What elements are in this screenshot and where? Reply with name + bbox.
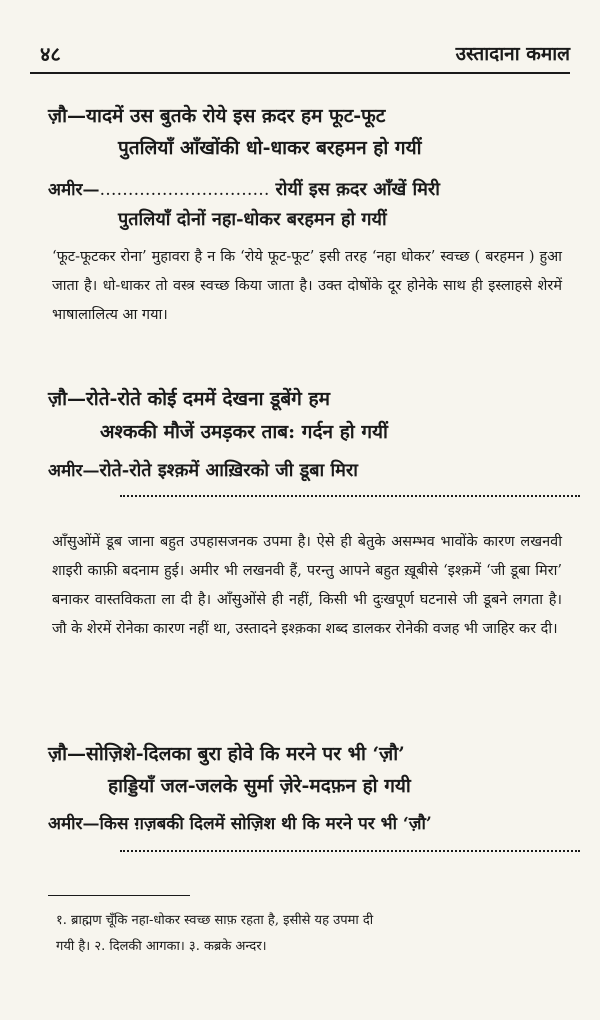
amir-verse-1-line-2: पुतलियाँ दोनों नहा-धोकर बरहमन हो गयीं	[118, 209, 387, 230]
zauq-verse-1-line-1	[48, 102, 385, 128]
page-number: ४८	[40, 42, 61, 66]
zauq-verse-2-line-2: अश्ककी मौजें उमड़कर ताब: गर्दन हो गयीं	[100, 421, 388, 443]
dotted-separator	[120, 495, 580, 497]
poet-label: ज़ौ—	[48, 743, 87, 765]
dotted-separator	[120, 850, 580, 852]
poet-label: अमीर—	[48, 461, 100, 481]
verse-text: सोज़िशे-दिलका बुरा होवे कि मरने पर भी ‘ज़ौ’	[86, 743, 405, 765]
paragraph-text: ‘फूट-फूटकर रोना’ मुहावरा है न कि ‘रोये फूट-फूट’ इसी तरह ‘नहा धोकर’ स्वच्छ ( बरहमन ) हुआ जाता है। धो-धाकर तो वस्त्र स्वच्छ किया जाता है। उक्त दोषोंके दूर होनेके साथ ही इस्लाहसे शेरमें भाषालालित्य आ गया।	[52, 249, 562, 323]
page-header	[40, 40, 570, 70]
ellipsis-dots: …………………………	[99, 180, 270, 200]
zauq-verse-2-line-1	[48, 385, 330, 411]
footnotes	[56, 908, 576, 960]
commentary-paragraph-1	[52, 243, 562, 363]
poet-label: ज़ौ—	[48, 105, 87, 127]
verse-text: यादमें उस बुतके रोये इस क़दर हम फूट-फूट	[86, 105, 386, 127]
amir-verse-1-line-1	[48, 177, 440, 201]
commentary-paragraph-2	[52, 528, 562, 728]
footnote-line-1: १. ब्राह्मण चूँकि नहा-धोकर स्वच्छ साफ़ रहता है, इसीसे यह उपमा दी	[56, 913, 374, 928]
zauq-verse-3-line-1	[48, 740, 405, 766]
poet-label: ज़ौ—	[48, 388, 87, 410]
footnote-rule	[48, 895, 190, 896]
zauq-verse-3-line-2: हाड्डियाँ जल-जलके सुर्मा ज़ेरे-मदफ़न हो गयी	[108, 775, 411, 797]
footnote-line-2: गयी है। २. दिलकी आगका। ३. कब्रके अन्दर।	[56, 939, 267, 954]
verse-text: किस ग़ज़बकी दिलमें सोज़िश थी कि मरने पर भी ‘ज़ौ’	[99, 814, 432, 834]
verse-text: रोयीं इस क़दर आँखें मिरी	[275, 179, 440, 200]
running-title: उस्तादाना कमाल	[455, 43, 570, 65]
verse-text: रोते-रोते इश्क़में आख़िरको जी डूबा मिरा	[99, 460, 358, 481]
zauq-verse-1-line-2: पुतलियाँ आँखोंकी धो-धाकर बरहमन हो गयीं	[118, 137, 422, 159]
paragraph-text: आँसुओंमें डूब जाना बहुत उपहासजनक उपमा है। ऐसे ही बेतुके असम्भव भावोंके कारण लखनवी शाइरी काफ़ी बदनाम हुई। अमीर भी लखनवी हैं, परन्तु आपने बहुत ख़ूबीसे ‘इश्क़में ‘जी डूबा मिरा’ बनाकर वास्तविकता ला दी है। आँसुओंसे ही नहीं, किसी भी दुःखपूर्ण घटनासे जी डूबने लगता है। जौ के शेरमें रोनेका कारण नहीं था, उस्तादने इश्क़का शब्द डालकर रोनेकी वजह भी जाहिर कर दी।	[52, 534, 562, 637]
verse-text: रोते-रोते कोई दममें देखना डूबेंगे हम	[86, 388, 330, 410]
poet-label: अमीर—	[48, 180, 100, 200]
poet-label: अमीर—	[48, 814, 100, 834]
amir-verse-2-line	[48, 458, 358, 482]
header-rule	[30, 72, 570, 74]
amir-verse-3-line	[48, 811, 432, 834]
